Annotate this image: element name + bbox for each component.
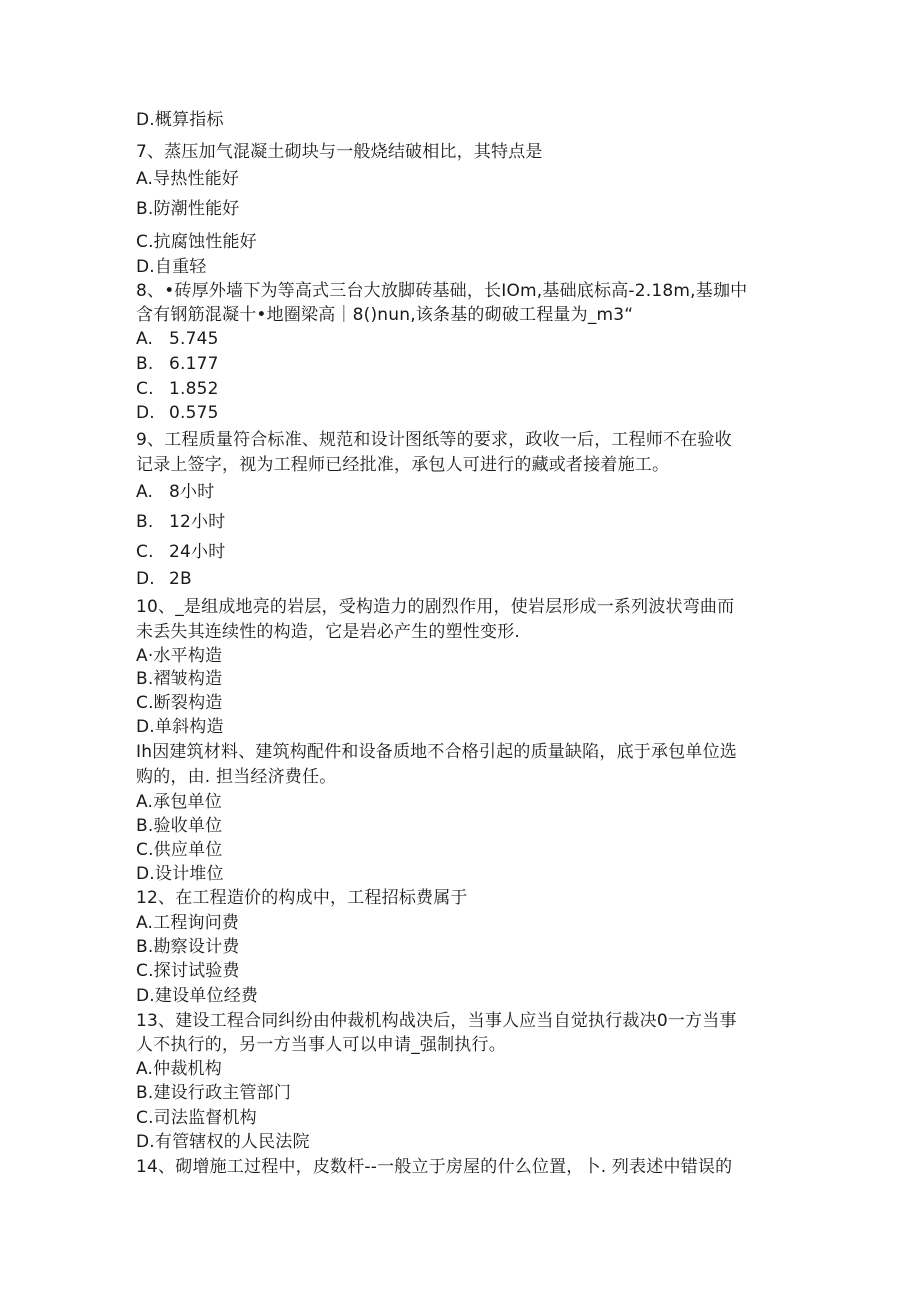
option-c-q8 (136, 379, 219, 399)
question-13-line-1: 13、建设工程合同纠纷由仲裁机构战决后，当事人应当自觉执行裁决0一方当事 (136, 1011, 737, 1031)
question-7: 7、蒸压加气混凝土砌块与一般烧结破相比，其特点是 (136, 142, 543, 162)
option-letter: A. (136, 482, 154, 502)
question-9-line-1: 9、工程质量符合标准、规范和设计图纸等的要求，政收一后，工程师不在验收 (136, 430, 732, 450)
option-a-q13: A.仲裁机构 (136, 1059, 222, 1079)
option-letter: C. (136, 379, 154, 399)
option-letter: A. (136, 329, 154, 349)
option-d-q11: D.设计堆位 (136, 864, 224, 884)
question-12: 12、在工程造价的构成中，工程招标费属于 (136, 888, 468, 908)
option-d-q10: D.单斜构造 (136, 717, 224, 737)
option-text: 0.575 (169, 403, 219, 423)
option-text: 5.745 (169, 329, 219, 349)
option-b-q13: B.建设行政主管部门 (136, 1083, 292, 1103)
option-d-q13: D.有管辖权的人民法院 (136, 1132, 310, 1152)
option-letter: D. (136, 569, 155, 589)
option-b-q9 (136, 512, 225, 532)
option-c-q9 (136, 542, 225, 562)
question-8-line-2: 含有钢筋混凝十•地圈梁高｜8()nun,该条基的砌破工程量为_m3“ (136, 305, 634, 325)
question-9-line-2: 记录上签字，视为工程师已经批准，承包人可进行的藏或者接着施工。 (136, 455, 670, 475)
option-c-q11: C.供应单位 (136, 840, 223, 860)
option-c-q13: C.司法监督机构 (136, 1108, 257, 1128)
option-b-q12: B.勘察设计费 (136, 937, 240, 957)
option-d-q9 (136, 569, 192, 589)
question-13-line-2: 人不执行的，另一方当事人可以申请_强制执行。 (136, 1035, 506, 1055)
option-text: 24小时 (169, 542, 226, 562)
option-c-q10: C.断裂构造 (136, 693, 223, 713)
question-8-line-1: 8、•砖厚外墙下为等高式三台大放脚砖基础，长IOm,基础底标高-2.18m,基珈中 (136, 281, 748, 301)
option-d-q8 (136, 403, 219, 423)
option-letter: B. (136, 512, 154, 532)
option-a-q10: A·水平构造 (136, 646, 223, 666)
option-a-q11: A.承包单位 (136, 792, 222, 812)
option-letter: D. (136, 403, 155, 423)
option-letter: C. (136, 542, 154, 562)
option-letter: B. (136, 354, 154, 374)
option-a-q9 (136, 482, 214, 502)
question-10-line-1: 10、_是组成地亮的岩层，受构造力的剧烈作用，使岩层形成一系列波状弯曲而 (136, 597, 735, 617)
option-text: 6.177 (169, 354, 219, 374)
option-b-q10: B.褶皱构造 (136, 669, 223, 689)
option-text: 1.852 (169, 379, 219, 399)
option-b-q11: B.验收单位 (136, 816, 223, 836)
option-a-q12: A.工程询问费 (136, 913, 240, 933)
question-11-line-2: 购的，由. 担当经济费任。 (136, 767, 337, 787)
question-10-line-2: 未丢失其连续性的构造，它是岩必产生的塑性变形. (136, 622, 521, 642)
question-14-line-1: 14、砌增施工过程中，皮数杆--一般立于房屋的什么位置，卜. 列表述中错误的 (136, 1157, 733, 1177)
option-b-q7: B.防潮性能好 (136, 199, 240, 219)
option-c-q7: C.抗腐蚀性能好 (136, 232, 257, 252)
option-c-q12: C.探讨试验费 (136, 961, 240, 981)
option-text: 12小时 (169, 512, 226, 532)
option-d-q7: D.自重轻 (136, 257, 207, 277)
option-d-q6: D.概算指标 (136, 110, 224, 130)
option-text: 2B (169, 569, 192, 589)
option-a-q8 (136, 329, 219, 349)
option-a-q7: A.导热性能好 (136, 169, 240, 189)
option-d-q12: D.建设单位经费 (136, 986, 259, 1006)
option-text: 8小时 (169, 482, 215, 502)
question-11-line-1: Ih因建筑材料、建筑构配件和设备质地不合格引起的质量缺陷，底于承包单位选 (136, 742, 737, 762)
option-b-q8 (136, 354, 219, 374)
